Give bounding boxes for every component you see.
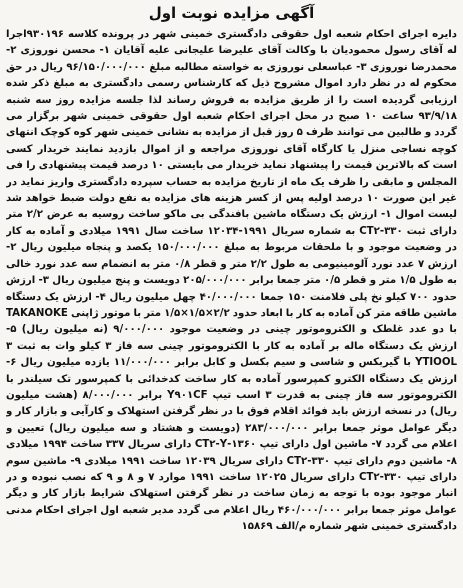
notice-body: دایره اجرای احکام شعبه اول حقوقی دادگستری خمینی شهر در پرونده کلاسه ۹۳۰۱۹۶اجرا له آقای رسول محمودیان با وکالت آقای علیرضا علیجانی علیه آقایان ۱- محسن نوروزی ۲- محمدرضا نوروزی ۳- عباسعلی نوروزی به خواسته مطالبه مبلغ ۹۶/۱۵۰/۰۰۰/۰۰۰ ریال در حق محکوم له در نظر دارد اموال مشروح ذیل که کارشناس رسمی دادگستری به مبلغ ذکر شده ارزیابی گردیده است را از طریق مزایده به فروش رساند لذا جلسه مزایده روز سه شنبه ۹۳/۹/۱۸ ساعت ۱۰ صبح در محل اجرای احکام شعبه اول حقوقی خمینی شهر برگزار می گردد و طالبین می توانند ظرف ۵ روز قبل از مزایده به نشانی خمینی شهر کوه کوچک انتهای کوچه نساجی منزل یا کارگاه آقای نوروزی مراجعه و از اموال بازدید نمایند خریدار کسی است که بالاترین قیمت را پیشنهاد نماید خریدار می بایستی ۱۰ درصد قیمت پیشنهادی را فی المجلس و مابقی را ظرف یک ماه از تاریخ مزایده به حساب سپرده دادگستری واریز نماید در غیر این صورت ۱۰ درصد اولیه پس از کسر هزینه های مزایده به نفع دولت ضبط خواهد شد لیست اموال ۱- ارزش یک دستگاه ماشین بافندگی بی ماکو ساخت روسیه به عرض ۲/۲ متر دارای ثبت ۳۳۰-CT۲ به شماره سریال ۱۹۹۱-۱۲۰۳۴ ساخت سال ۱۹۹۱ میلادی و آماده به کار در وضعیت موجود و با ملحقات مربوط به مبلغ ۱۵۰/۰۰۰/۰۰۰ یکصد و پنجاه میلیون ریال ۲- ارزش ۷ عدد نورد آلومینیومی به طول ۲/۲ متر و قطر ۰/۸ متر به انضمام سه عدد نورد خالی به طول ۱/۵ متر و قطر ۰/۵ متر جمعا برابر ۲۰۵/۰۰۰/۰۰۰ دویست و پنج میلیون ریال ۳- ارزش حدود ۷۰۰ کیلو نخ پلی فلامنت ۱۵۰ جمعا ۴۰/۰۰۰/۰۰۰ چهل میلیون ریال ۴- ارزش یک دستگاه ماشین طاقه متر کن آماده به کار با ابعاد حدود ۲/۲×۱/۵×۱/۵ متر با موتور ژاپنی TAKANOKE با دو عدد غلطک و الکتروموتور چینی در وضعیت موجود ۹/۰۰۰/۰۰۰ (نه میلیون ریال) ۵- ارزش یک دستگاه ماله بر آماده به کار با الکتروموتور چینی سه فاز ۳ کیلو وات به ثبت ۳ YTIOOL با گیربکس و شاسی و سیم بکسل و کابل برابر ۱۱/۰۰۰/۰۰۰ یازده میلیون ریال ۶- ارزش یک دستگاه الکترو کمپرسور آماده به کار ساخت کدخدائی با کمپرسور تک سیلندر با الکتروموتور سه فاز چینی به قدرت ۳ اسب تیپ Y۹۰۱CF برابر ۸/۰۰۰/۰۰۰ (هشت میلیون ریال) در نسخه ارزش باید فوائد اقلام فوق با در نظر گرفتن استهلاک و کارآیی و بازار کار و دیگر عوامل موثر جمعا برابر ۲۸۳/۰۰۰/۰۰۰ (دویست و هشتاد و سه میلیون ریال) تعیین و اعلام می گردد ۷- ماشین اول دارای تیپ ۱۳۶۰-CT۲-Y دارای سریال ۳۳۷ ساخت ۱۹۹۴ میلادی ۸- ماشین دوم دارای تیپ ۳۳۰-CT۲ دارای سریال ۱۲۰۳۹ ساخت ۱۹۹۱ میلادی ۹- ماشین سوم دارای تیپ ۳۳۰-CT۲ دارای سریال ۱۲۰۲۵ ساخت ۱۹۹۱ موارد ۷ و ۸ و ۹ که نصب نبوده و در انبار موجود بوده با توجه به زمان ساخت در نظر گرفتن استهلاک شرایط بازار کار و دیگر عوامل موثر جمعا برابر ۴۶۰/۰۰۰/۰۰۰ ریال اعلام می گردد مدیر شعبه اول اجرای احکام مدنی دادگستری خمینی شهر شماره م/الف ۱۵۸۶۹ (6, 29, 457, 533)
notice-title: آگهی مزایده نوبت اول (148, 4, 315, 22)
